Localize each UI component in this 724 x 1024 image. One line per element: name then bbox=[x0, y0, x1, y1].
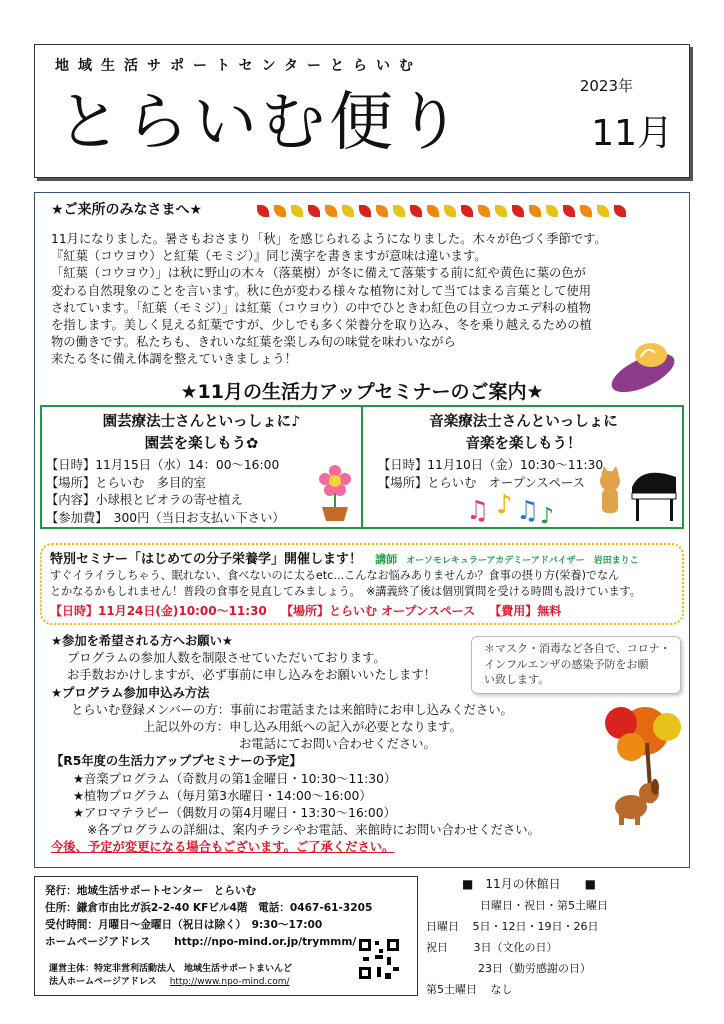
newsletter-header bbox=[34, 44, 690, 178]
plan-detail: ※各プログラムの詳細は、案内チラシやお電話、来館時にお問い合わせください。 bbox=[87, 823, 540, 838]
issue-month: 11月 bbox=[591, 113, 673, 154]
seminar-info: 【日時】11月10日（金）10:30〜11:30 bbox=[378, 458, 604, 472]
saturday-label: 第5土曜日 bbox=[426, 983, 477, 996]
seminar-info: 【場所】とらいむ オープンスペース bbox=[378, 475, 585, 490]
request-heading: ★参加を希望される方へお願い★ bbox=[51, 634, 233, 648]
seminar-info: 【参加費】 300円（当日お支払い下さい） bbox=[46, 510, 285, 525]
corp-label: 法人ホームページアドレス bbox=[49, 977, 157, 987]
greeting-line: されています。「紅葉（モミジ）」は紅葉（コウヨウ）の中でひときわ紅色の目立つカエデ科の植物 bbox=[51, 300, 592, 315]
greeting-line: 『紅葉（コウヨウ）と紅葉（モミジ）』同じ漢字を書きますが意味は違います。 bbox=[51, 249, 487, 264]
issue-year: 2023年 bbox=[579, 77, 633, 95]
seminar-title: 音楽療法士さんといっしょに bbox=[429, 414, 618, 430]
cat-piano-icon bbox=[592, 461, 682, 527]
svg-text:♪: ♪ bbox=[496, 490, 513, 520]
homepage-label: ホームページアドレス bbox=[45, 936, 151, 948]
newsletter-title: とらいむ便り bbox=[57, 86, 465, 160]
flower-pot-icon bbox=[312, 465, 358, 523]
gardening-seminar bbox=[42, 407, 363, 527]
homepage-link[interactable]: http://npo-mind.or.jp/trymmm/ bbox=[174, 936, 357, 948]
request-line: プログラムの参加人数を制限させていただいております。 bbox=[67, 651, 386, 666]
change-warning: 今後、予定が変更になる場合もございます。ご了承ください。 bbox=[51, 840, 395, 855]
apply-heading: ★プログラム参加申込み方法 bbox=[51, 685, 210, 700]
special-fee: 【費用】無料 bbox=[489, 604, 562, 618]
publisher: 発行：地域生活サポートセンター とらいむ bbox=[45, 885, 257, 897]
special-line: とかなるかもしれません！普段の食事を見直してみましょう。 ※講義終了後は個別質問を受ける時間も設けています。 bbox=[50, 585, 641, 598]
holiday-date-1: 3日（文化の日） bbox=[473, 941, 558, 954]
lecturer-name: オーソモレキュラーアカデミーアドバイザー 岩田まりこ bbox=[406, 556, 639, 566]
special-details bbox=[50, 602, 561, 619]
publisher-info bbox=[34, 876, 418, 996]
greeting-line: 「紅葉（コウヨウ）」は秋に野山の木々（落葉樹）が冬に備えて落葉する前に紅や黄色に葉の色が bbox=[51, 266, 586, 281]
maple-dog-icon bbox=[591, 703, 687, 833]
svg-text:♫: ♫ bbox=[466, 496, 490, 526]
greeting-line: 11月になりました。暑さもおさまり「秋」を感じられるようになりました。木々が色づく季節です。 bbox=[51, 232, 607, 246]
request-line: お手数おかけしますが、必ず事前に申し込みをお願いいたします！ bbox=[67, 668, 436, 683]
org-name: 地域生活サポートセンターとらいむ bbox=[55, 58, 423, 74]
note-line: インフルエンザの感染予防をお願 bbox=[484, 657, 649, 671]
note-line: い致します。 bbox=[484, 673, 550, 686]
qr-code-icon bbox=[357, 937, 401, 981]
address: 住所：鎌倉市由比ガ浜2-2-40 KFビル4階 電話：0467-61-3205 bbox=[45, 902, 373, 914]
holiday-title: ■ 11月の休館日 ■ bbox=[462, 877, 596, 891]
special-date: 【日時】11月24日(金)10:00〜11:30 bbox=[50, 604, 267, 618]
svg-text:♫: ♫ bbox=[516, 496, 540, 526]
operator: 運営主体：特定非営利活動法人 地域生活サポートまいんど bbox=[49, 964, 293, 974]
seminar-title: 園芸療法士さんといっしょに♪ bbox=[102, 414, 301, 430]
infection-note bbox=[471, 636, 681, 694]
plan-item: ★植物プログラム（毎月第3水曜日・14:00〜16:00） bbox=[73, 788, 372, 803]
holiday-date-2: 23日（勤労感謝の日） bbox=[478, 962, 591, 975]
seminar-info: 【内容】小球根とビオラの寄せ植え bbox=[46, 493, 243, 507]
special-title-row bbox=[50, 548, 639, 567]
greeting-line: 変わる自然現象のことを言います。秋に色が変わる様々な植物に対して当てはまる言葉として使用 bbox=[51, 283, 592, 298]
holiday-info bbox=[426, 874, 696, 1000]
greeting-line: 物の働きです。私たちも、きれいな紅葉を楽しみ旬の味覚を味わいながら bbox=[51, 335, 456, 350]
saturday-value: なし bbox=[490, 983, 513, 996]
music-seminar bbox=[366, 407, 681, 527]
seminar-info: 【日時】11月15日（水）14：00〜16:00 bbox=[46, 458, 280, 472]
request-section bbox=[51, 633, 540, 857]
sunday-label: 日曜日 bbox=[426, 920, 459, 933]
music-notes-icon bbox=[462, 483, 562, 527]
main-content bbox=[34, 192, 690, 868]
corp-link[interactable]: http://www.npo-mind.com/ bbox=[169, 977, 290, 987]
greeting-heading: ★ご来所のみなさまへ★ bbox=[51, 202, 203, 218]
autumn-leaves-icon bbox=[257, 202, 631, 221]
apply-member: とらいむ登録メンバーの方：事前にお電話または来館時にお申し込みください。 bbox=[71, 702, 513, 717]
operator-block bbox=[49, 963, 292, 989]
seminar-subtitle: 園芸を楽しもう✿ bbox=[144, 436, 259, 452]
seminar-subtitle: 音楽を楽しもう！ bbox=[465, 436, 582, 452]
special-title: 特別セミナー「はじめての分子栄養学」開催します！ bbox=[50, 552, 363, 567]
seminar-heading: ★11月の生活力アップセミナーのご案内★ bbox=[180, 381, 544, 403]
special-place: 【場所】とらいむ オープンスペース bbox=[280, 604, 476, 618]
apply-other: 上記以外の方：申し込み用紙への記入が必要となります。 bbox=[143, 720, 462, 735]
svg-text:♪: ♪ bbox=[540, 504, 555, 527]
seminar-boxes bbox=[40, 405, 684, 529]
sunday-dates: 5日・12日・19日・26日 bbox=[472, 920, 599, 933]
hours: 受付時間：月曜日〜金曜日（祝日は除く） 9:30〜17:00 bbox=[45, 919, 323, 931]
greeting-line: を指します。美しく見える紅葉ですが、少しでも多く栄養分を取り込み、冬を乗り越えるための植 bbox=[51, 318, 592, 333]
note-line: ＊マスク・消毒など各自で、コロナ・ bbox=[484, 642, 671, 655]
greeting-body bbox=[51, 231, 607, 369]
special-description bbox=[50, 568, 641, 600]
greeting-line: 来たる冬に備え体調を整えていきましょう！ bbox=[51, 352, 297, 367]
special-seminar bbox=[40, 543, 684, 625]
special-line: すぐイライラしちゃう、眠れない、食べないのに太るetc…こんなお悩みありませんか？食事の摂り方(栄養)でなん bbox=[50, 569, 620, 582]
apply-contact: お電話にてお問い合わせください。 bbox=[239, 737, 436, 752]
holiday-subtitle: 日曜日・祝日・第5土曜日 bbox=[480, 899, 608, 912]
lecturer-label: 講師 bbox=[375, 553, 398, 566]
plan-heading: 【R5年度の生活力アッププセミナーの予定】 bbox=[51, 754, 302, 769]
publisher-block bbox=[45, 883, 372, 951]
plan-item: ★音楽プログラム（奇数月の第1金曜日・10:30〜11:30） bbox=[73, 771, 397, 786]
plan-item: ★アロマテラピー（偶数月の第4月曜日・13:30〜16:00） bbox=[73, 806, 396, 821]
seminar-info: 【場所】とらいむ 多目的室 bbox=[46, 475, 206, 490]
holiday-label: 祝日 bbox=[426, 941, 448, 954]
